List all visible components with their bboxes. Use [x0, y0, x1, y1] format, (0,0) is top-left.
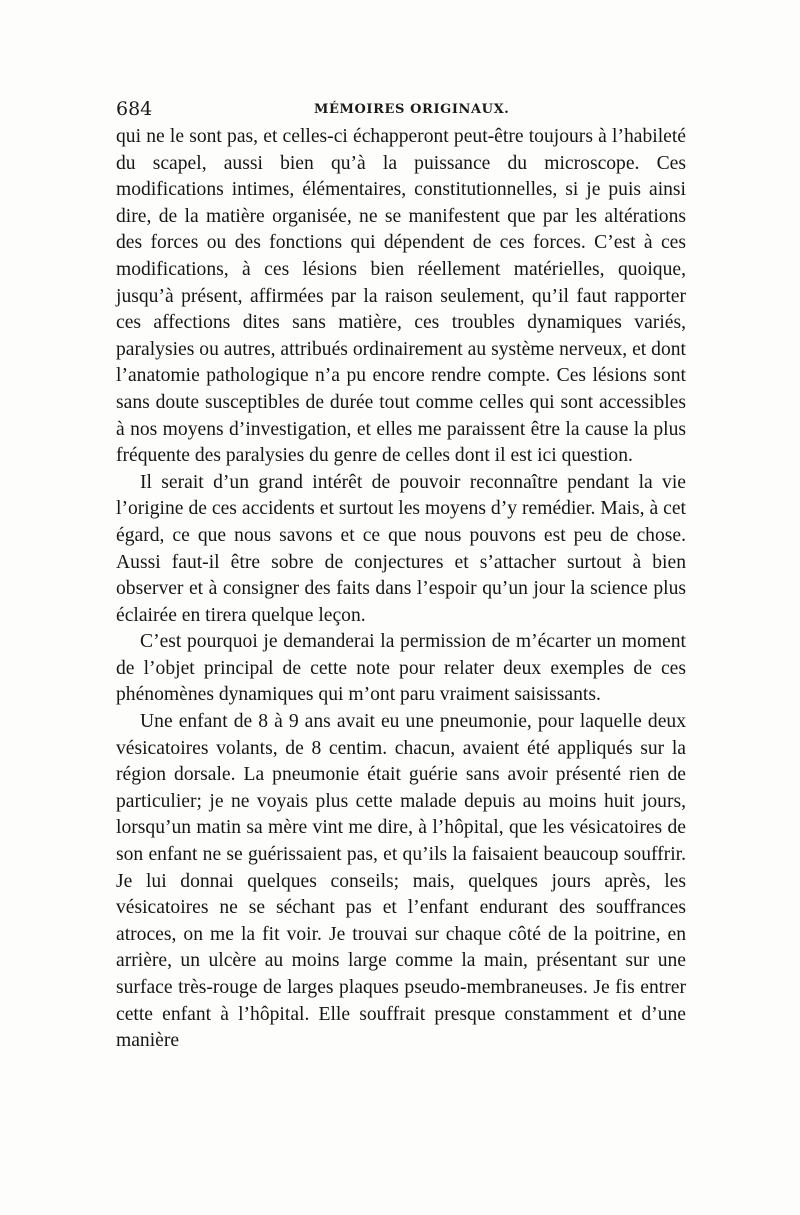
paragraph-4: Une enfant de 8 à 9 ans avait eu une pneumonie, pour laquelle deux vésicatoires volants, de 8 centim. chacun, avaient été appliqués sur la région dorsale. La pneumonie était guérie sans avoir présenté rien de particulier; je ne voyais plus cette malade depuis au moins huit jours, lorsqu’un matin sa mère vint me dire, à l’hôpital, que les vésicatoires de son enfant ne se guérissaient pas, et qu’ils la faisaient beaucoup souffrir. Je lui donnai quelques conseils; mais, quelques jours après, les vésicatoires ne se séchant pas et l’enfant endurant des souffrances atroces, on me la fit voir. Je trouvai sur chaque côté de la poitrine, en arrière, un ulcère au moins large comme la main, présentant sur une surface très-rouge de larges plaques pseudo-membraneuses. Je fis entrer cette enfant à l’hôpital. Elle souffrait presque constamment et d’une manière [116, 711, 686, 1052]
paragraph-1: qui ne le sont pas, et celles-ci échapperont peut-être toujours à l’habileté du scapel, aussi bien qu’à la puissance du microscope. Ces modifications intimes, élémentaires, constitutionnelles, si je puis ainsi dire, de la matière organisée, ne se manifestent que par les altérations des forces ou des fonctions qui dépendent de ces forces. C’est à ces modifications, à ces lésions bien réellement matérielles, quoique, jusqu’à présent, affirmées par la raison seulement, qu’il faut rapporter ces affections dites sans matière, ces troubles dynamiques variés, paralysies ou autres, attribués ordinairement au système nerveux, et dont l’anatomie pathologique n’a pu encore rendre compte. Ces lésions sont sans doute susceptibles de durée tout comme celles qui sont accessibles à nos moyens d’investigation, et elles me paraissent être la cause la plus fréquente des paralysies du genre de celles dont il est ici question. [116, 126, 686, 467]
paragraph-3: C’est pourquoi je demanderai la permission de m’écarter un moment de l’objet principal de cette note pour relater deux exemples de ces phénomènes dynamiques qui m’ont paru vraiment saisissants. [116, 631, 686, 706]
paragraph-2: Il serait d’un grand intérêt de pouvoir reconnaître pendant la vie l’origine de ces accidents et surtout les moyens d’y remédier. Mais, à cet égard, ce que nous savons et ce que nous pouvons est peu de chose. Aussi faut-il être sobre de conjectures et s’attacher surtout à bien observer et à consigner des faits dans l’espoir qu’un jour la science plus éclairée en tirera quelque leçon. [116, 471, 686, 626]
body-text [116, 124, 686, 1055]
page-number: 684 [116, 98, 153, 120]
page-header [116, 98, 686, 122]
running-head: MÉMOIRES ORIGINAUX. [314, 102, 510, 117]
